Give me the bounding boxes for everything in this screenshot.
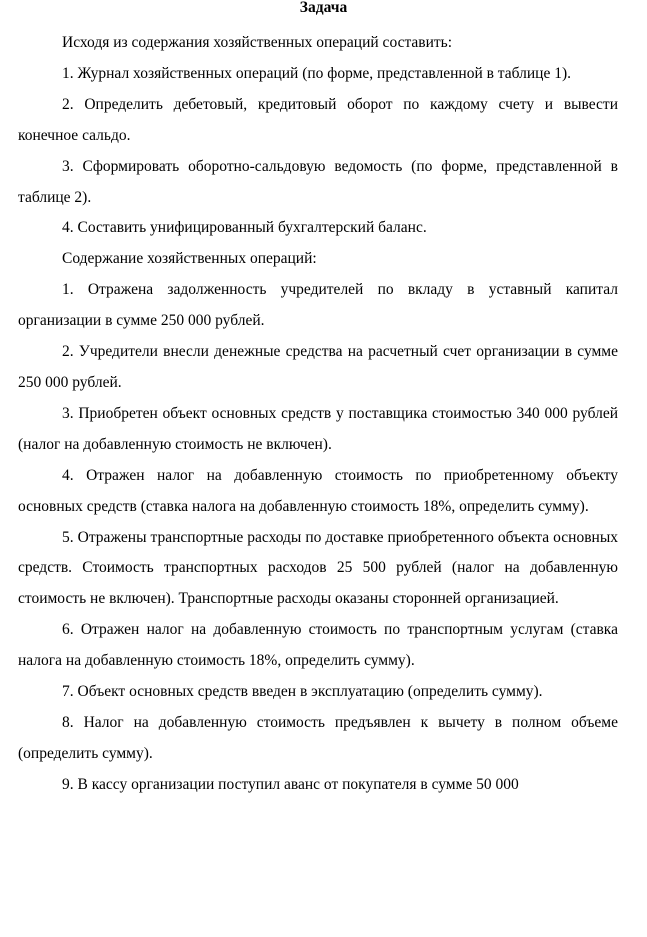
operation-item-3: 3. Приобретен объект основных средств у поставщика стоимостью 340 000 рублей (налог на добавленную стоимость не включен).: [18, 404, 618, 453]
task-item-3: 3. Сформировать оборотно-сальдовую ведомость (по форме, представленной в таблице 2).: [18, 157, 618, 206]
task-item-1: 1. Журнал хозяйственных операций (по форме, представленной в таблице 1).: [62, 64, 572, 82]
document-title: Задача: [299, 0, 348, 16]
operation-item-4: 4. Отражен налог на добавленную стоимость по приобретенному объекту основных средств (ставка налога на добавленную стоимость 18%, определить сумму).: [18, 466, 618, 515]
operation-item-5: 5. Отражены транспортные расходы по доставке приобретенного объекта основных средств. Стоимость транспортных расходов 25 500 рублей (налог на добавленную стоимость не включен). Транспортные расходы оказаны сторонней организацией.: [18, 528, 618, 608]
task-item-4: 4. Составить унифицированный бухгалтерский баланс.: [62, 219, 427, 237]
operation-item-9: 9. В кассу организации поступил аванс от покупателя в сумме 50 000: [62, 775, 519, 793]
task-item-2: 2. Определить дебетовый, кредитовый оборот по каждому счету и вывести конечное сальдо.: [18, 95, 618, 144]
intro-paragraph: Исходя из содержания хозяйственных операций составить:: [62, 34, 453, 51]
operation-item-7: 7. Объект основных средств введен в эксплуатацию (определить сумму).: [62, 683, 543, 701]
operation-item-8: 8. Налог на добавленную стоимость предъявлен к вычету в полном объеме (определить сумму).: [18, 713, 618, 762]
operations-heading: Содержание хозяйственных операций:: [62, 250, 317, 268]
document-body: [18, 28, 618, 801]
operation-item-1: 1. Отражена задолженность учредителей по вкладу в уставный капитал организации в сумме 250 000 рублей.: [18, 281, 618, 330]
operation-item-2: 2. Учредители внесли денежные средства на расчетный счет организации в сумме 250 000 рублей.: [18, 343, 618, 391]
operation-item-6: 6. Отражен налог на добавленную стоимость по транспортным услугам (ставка налога на добавленную стоимость 18%, определить сумму).: [18, 621, 618, 670]
